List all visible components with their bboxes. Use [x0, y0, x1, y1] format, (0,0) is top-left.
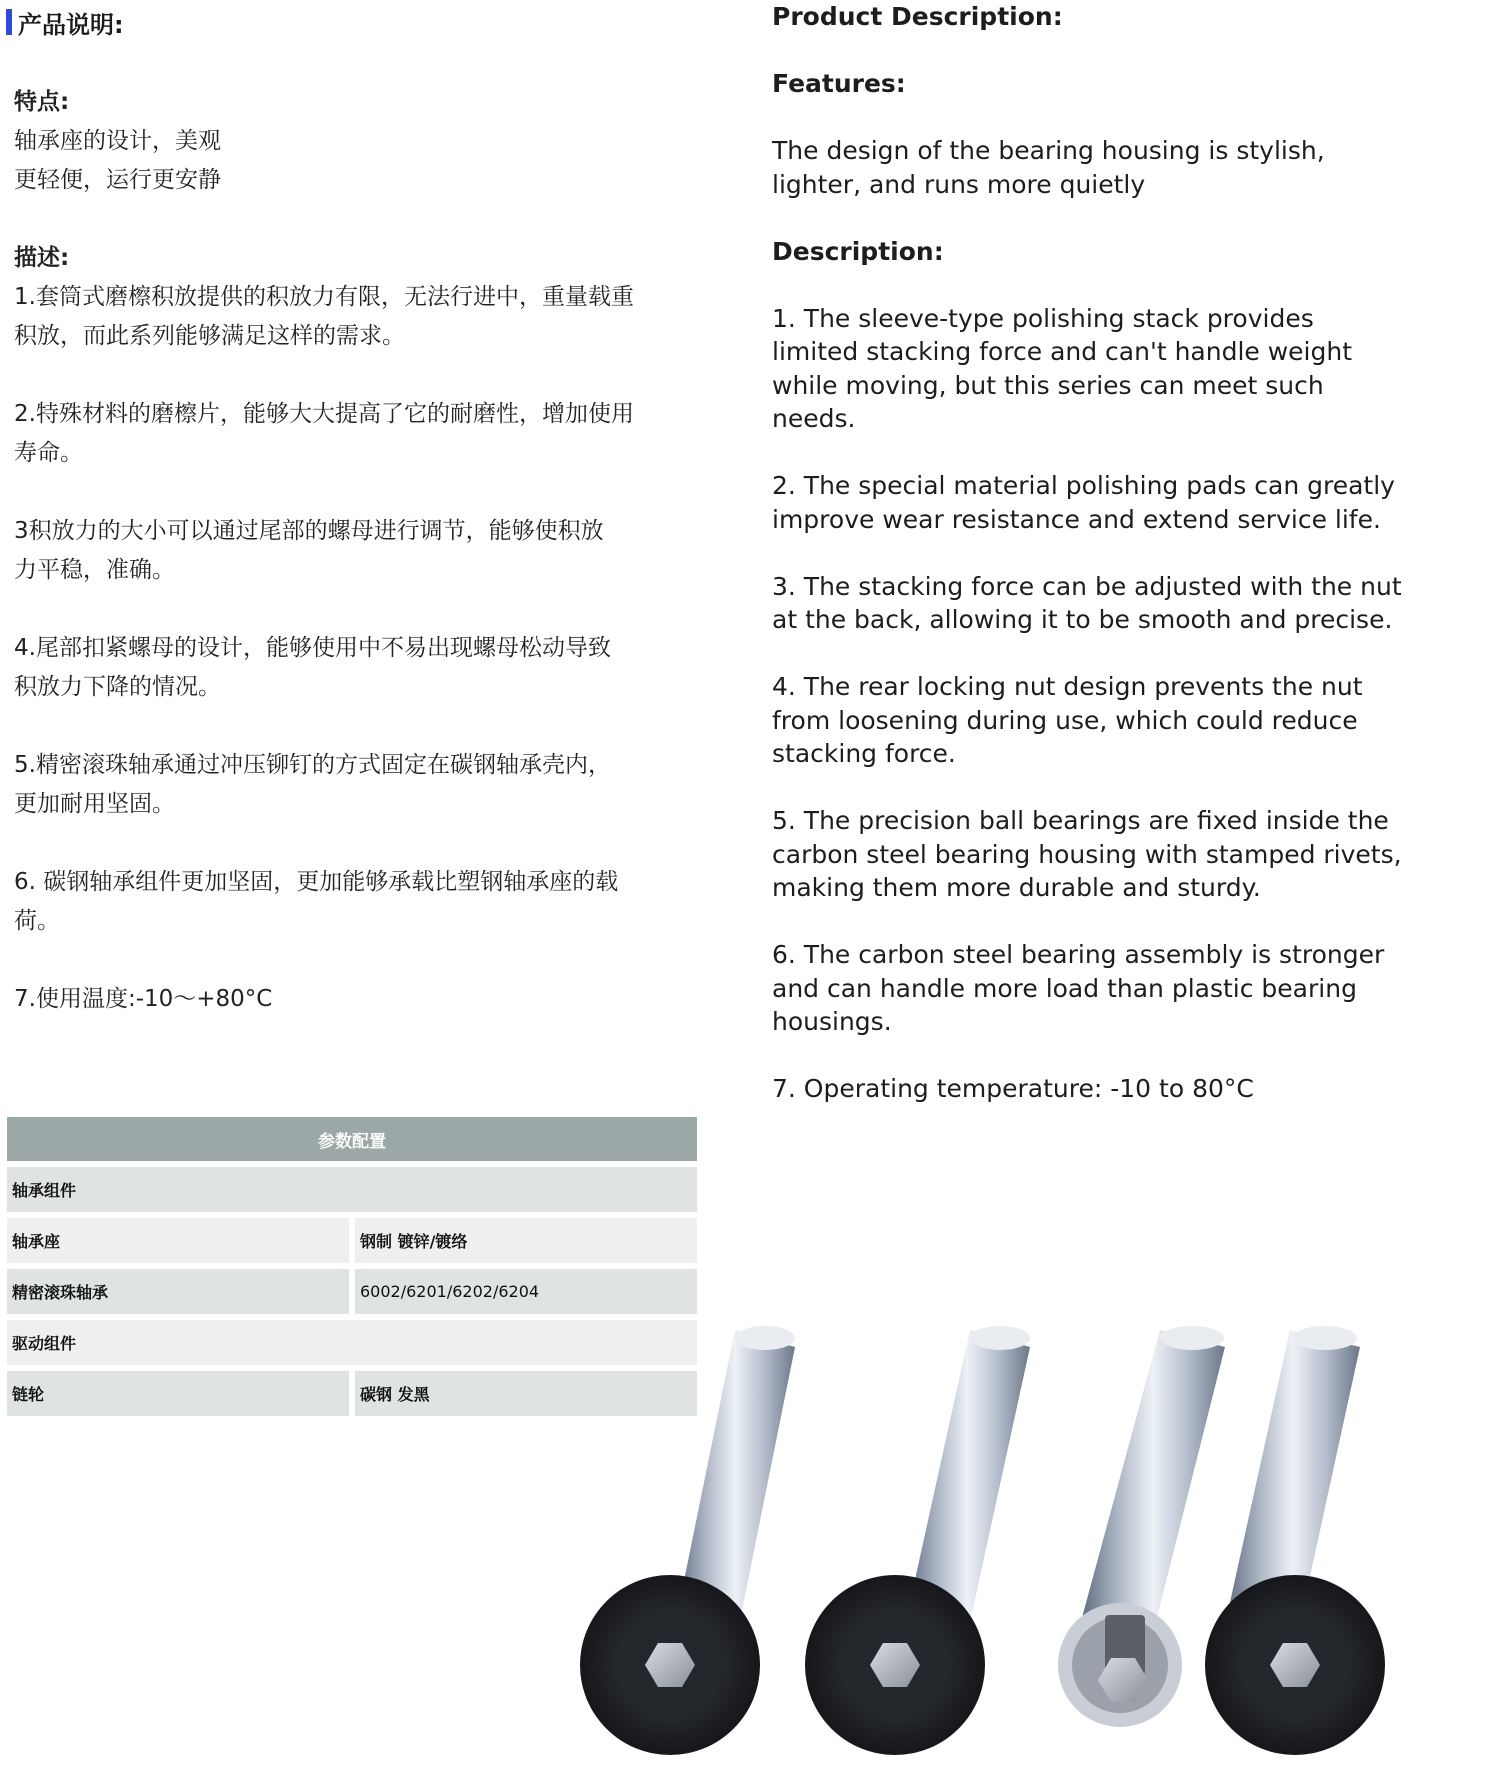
en-item-line: from loosening during use, which could reduce — [772, 705, 1358, 735]
cn-item-line: 6. 碳钢轴承组件更加坚固，更加能够承载比塑钢轴承座的载 — [14, 869, 619, 895]
en-item-line: making them more durable and sturdy. — [772, 873, 1261, 902]
cn-item-line: 7.使用温度:-10～+80°C — [14, 986, 273, 1012]
spec-value: 碳钢 发黑 — [355, 1371, 697, 1416]
spec-section-label: 轴承组件 — [7, 1167, 697, 1212]
en-feature-line: lighter, and runs more quietly — [772, 169, 1146, 199]
en-item-line: 5. The precision ball bearings are fixed inside the — [772, 806, 1389, 835]
en-features-heading: Features: — [772, 69, 906, 98]
roller-4 — [1205, 1326, 1385, 1755]
roller-1 — [580, 1326, 795, 1755]
cn-item-line: 4.尾部扣紧螺母的设计，能够使用中不易出现螺母松动导致 — [14, 635, 611, 661]
en-item-line: 7. Operating temperature: -10 to 80°C — [772, 1074, 1254, 1103]
en-item-line: while moving, but this series can meet such — [772, 370, 1324, 400]
table-row — [7, 1167, 697, 1212]
en-item-line: stacking force. — [772, 739, 956, 768]
roller-product-image — [560, 1285, 1480, 1792]
chinese-column — [14, 0, 704, 1019]
spec-value: 6002/6201/6202/6204 — [355, 1269, 697, 1314]
en-item-line: 6. The carbon steel bearing assembly is stronger — [772, 940, 1385, 969]
cn-description-heading: 描述: — [14, 245, 70, 271]
en-item-line: limited stacking force and can't handle weight — [772, 337, 1353, 366]
title-accent-bar — [6, 9, 12, 35]
cn-body — [14, 44, 704, 1019]
en-feature-line: The design of the bearing housing is stylish, — [772, 136, 1325, 165]
en-item-line: improve wear resistance and extend service life. — [772, 504, 1381, 534]
spec-section-label: 驱动组件 — [7, 1320, 697, 1365]
en-item-line: carbon steel bearing housing with stamped rivets, — [772, 839, 1402, 869]
cn-item-line: 积放，而此系列能够满足这样的需求。 — [14, 323, 405, 349]
spec-label: 轴承座 — [7, 1218, 349, 1263]
cn-title: 产品说明: — [14, 0, 704, 44]
spec-value: 钢制 镀锌/镀络 — [355, 1218, 697, 1263]
en-item-line: 2. The special material polishing pads can greatly — [772, 471, 1395, 500]
en-item-line: at the back, allowing it to be smooth and precise. — [772, 605, 1393, 634]
cn-item-line: 寿命。 — [14, 440, 83, 466]
roller-3 — [1058, 1326, 1225, 1727]
english-column — [772, 0, 1472, 1106]
en-title: Product Description: — [772, 2, 1063, 31]
roller-2 — [805, 1326, 1030, 1755]
cn-feature-line: 更轻便，运行更安静 — [14, 167, 221, 193]
cn-item-line: 荷。 — [14, 908, 60, 934]
en-item-line: needs. — [772, 404, 856, 433]
cn-item-line: 更加耐用坚固。 — [14, 791, 175, 817]
cn-item-line: 1.套筒式磨檫积放提供的积放力有限，无法行进中，重量载重 — [14, 284, 634, 310]
cn-item-line: 5.精密滚珠轴承通过冲压铆钉的方式固定在碳钢轴承壳内， — [14, 752, 611, 778]
cn-feature-line: 轴承座的设计，美观 — [14, 128, 221, 154]
en-item-line: 1. The sleeve-type polishing stack provides — [772, 303, 1314, 333]
cn-item-line: 3积放力的大小可以通过尾部的螺母进行调节，能够使积放 — [14, 518, 604, 544]
cn-item-line: 2.特殊材料的磨檫片，能够大大提高了它的耐磨性，增加使用 — [14, 401, 634, 427]
en-item-line: 3. The stacking force can be adjusted with the nut — [772, 571, 1402, 601]
en-item-line: housings. — [772, 1007, 892, 1036]
table-row — [7, 1218, 697, 1263]
cn-item-line: 力平稳，准确。 — [14, 557, 175, 583]
en-item-line: 4. The rear locking nut design prevents the nut — [772, 672, 1363, 701]
cn-features-heading: 特点: — [14, 89, 70, 115]
en-item-line: and can handle more load than plastic bearing — [772, 973, 1357, 1003]
spec-label: 精密滚珠轴承 — [7, 1269, 349, 1314]
en-description-heading: Description: — [772, 236, 944, 266]
spec-table-header: 参数配置 — [7, 1117, 697, 1161]
spec-label: 链轮 — [7, 1371, 349, 1416]
cn-item-line: 积放力下降的情况。 — [14, 674, 221, 700]
